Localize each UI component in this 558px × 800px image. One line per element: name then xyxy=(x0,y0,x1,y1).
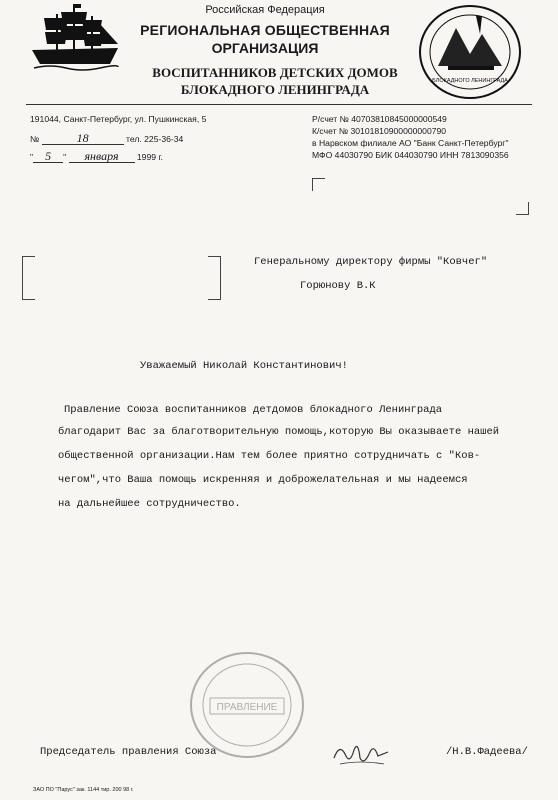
org-title-line2: ОРГАНИЗАЦИЯ xyxy=(211,40,319,56)
date-row: " 5 " января 1999 г. xyxy=(30,149,163,163)
print-footer: ЗАО ПО "Парус" зак. 1144 тир. 200 98 г. xyxy=(33,787,134,793)
bank-line: в Нарвском филиале АО "Банк Санкт-Петербург" xyxy=(312,138,509,148)
organization-stamp-icon xyxy=(188,650,306,760)
address-corner-mark xyxy=(312,178,325,191)
org-subtitle-line1: ВОСПИТАННИКОВ ДЕТСКИХ ДОМОВ xyxy=(152,65,398,80)
date-year: 1999 г. xyxy=(136,152,163,162)
country-label: Российская Федерация xyxy=(205,4,325,16)
addressee-line1: Генеральному директору фирмы "Ковчег" xyxy=(254,256,488,268)
signatory-name: /Н.В.Фадеева/ xyxy=(446,746,528,758)
phone-text: тел. 225-36-34 xyxy=(126,134,184,144)
signature-title: Председатель правления Союза xyxy=(40,746,217,758)
address-corner-mark xyxy=(516,202,529,215)
ship-logo-icon xyxy=(30,4,120,72)
emblem-seal-icon xyxy=(418,4,522,100)
body-line: общественной организации.Нам тем более приятно сотрудничать с "Ков- xyxy=(58,450,481,462)
number-value: 18 xyxy=(42,132,124,145)
body-line: на дальнейшее сотрудничество. xyxy=(58,498,241,510)
addressee-bracket-right xyxy=(208,256,221,300)
header-divider xyxy=(26,104,532,105)
stamp-center-text: ПРАВЛЕНИЕ xyxy=(216,702,278,713)
bank-line: Р/счет № 40703810845000000549 xyxy=(312,114,447,124)
body-line: Правление Союза воспитанников детдомов блокадного Ленинграда xyxy=(64,404,443,416)
date-month: января xyxy=(69,150,135,163)
outgoing-number-row xyxy=(30,132,183,145)
org-subtitle-line2: БЛОКАДНОГО ЛЕНИНГРАДА xyxy=(180,82,370,97)
addressee-bracket-left xyxy=(22,256,35,300)
salutation: Уважаемый Николай Константинович! xyxy=(140,360,348,372)
body-line: благодарит Вас за благотворительную помощь,которую Вы оказываете нашей xyxy=(58,426,500,438)
org-address: 191044, Санкт-Петербург, ул. Пушкинская, 5 xyxy=(30,114,207,124)
bank-requisites xyxy=(312,113,509,161)
addressee-line2: Горюнову В.К xyxy=(300,280,376,292)
body-line: чегом",что Ваша помощь искренняя и доброжелательная и мы надеемся xyxy=(58,474,468,486)
number-label: № xyxy=(30,134,40,144)
handwritten-signature-icon xyxy=(330,738,392,770)
org-title-line1: РЕГИОНАЛЬНАЯ ОБЩЕСТВЕННАЯ xyxy=(140,22,390,38)
date-day: 5 xyxy=(33,150,63,163)
bank-line: МФО 44030790 БИК 044030790 ИНН 7813090356 xyxy=(312,150,509,160)
bank-line: К/счет № 30101810900000000790 xyxy=(312,126,447,136)
emblem-text: БЛОКАДНОГО ЛЕНИНГРАДА xyxy=(432,78,508,84)
